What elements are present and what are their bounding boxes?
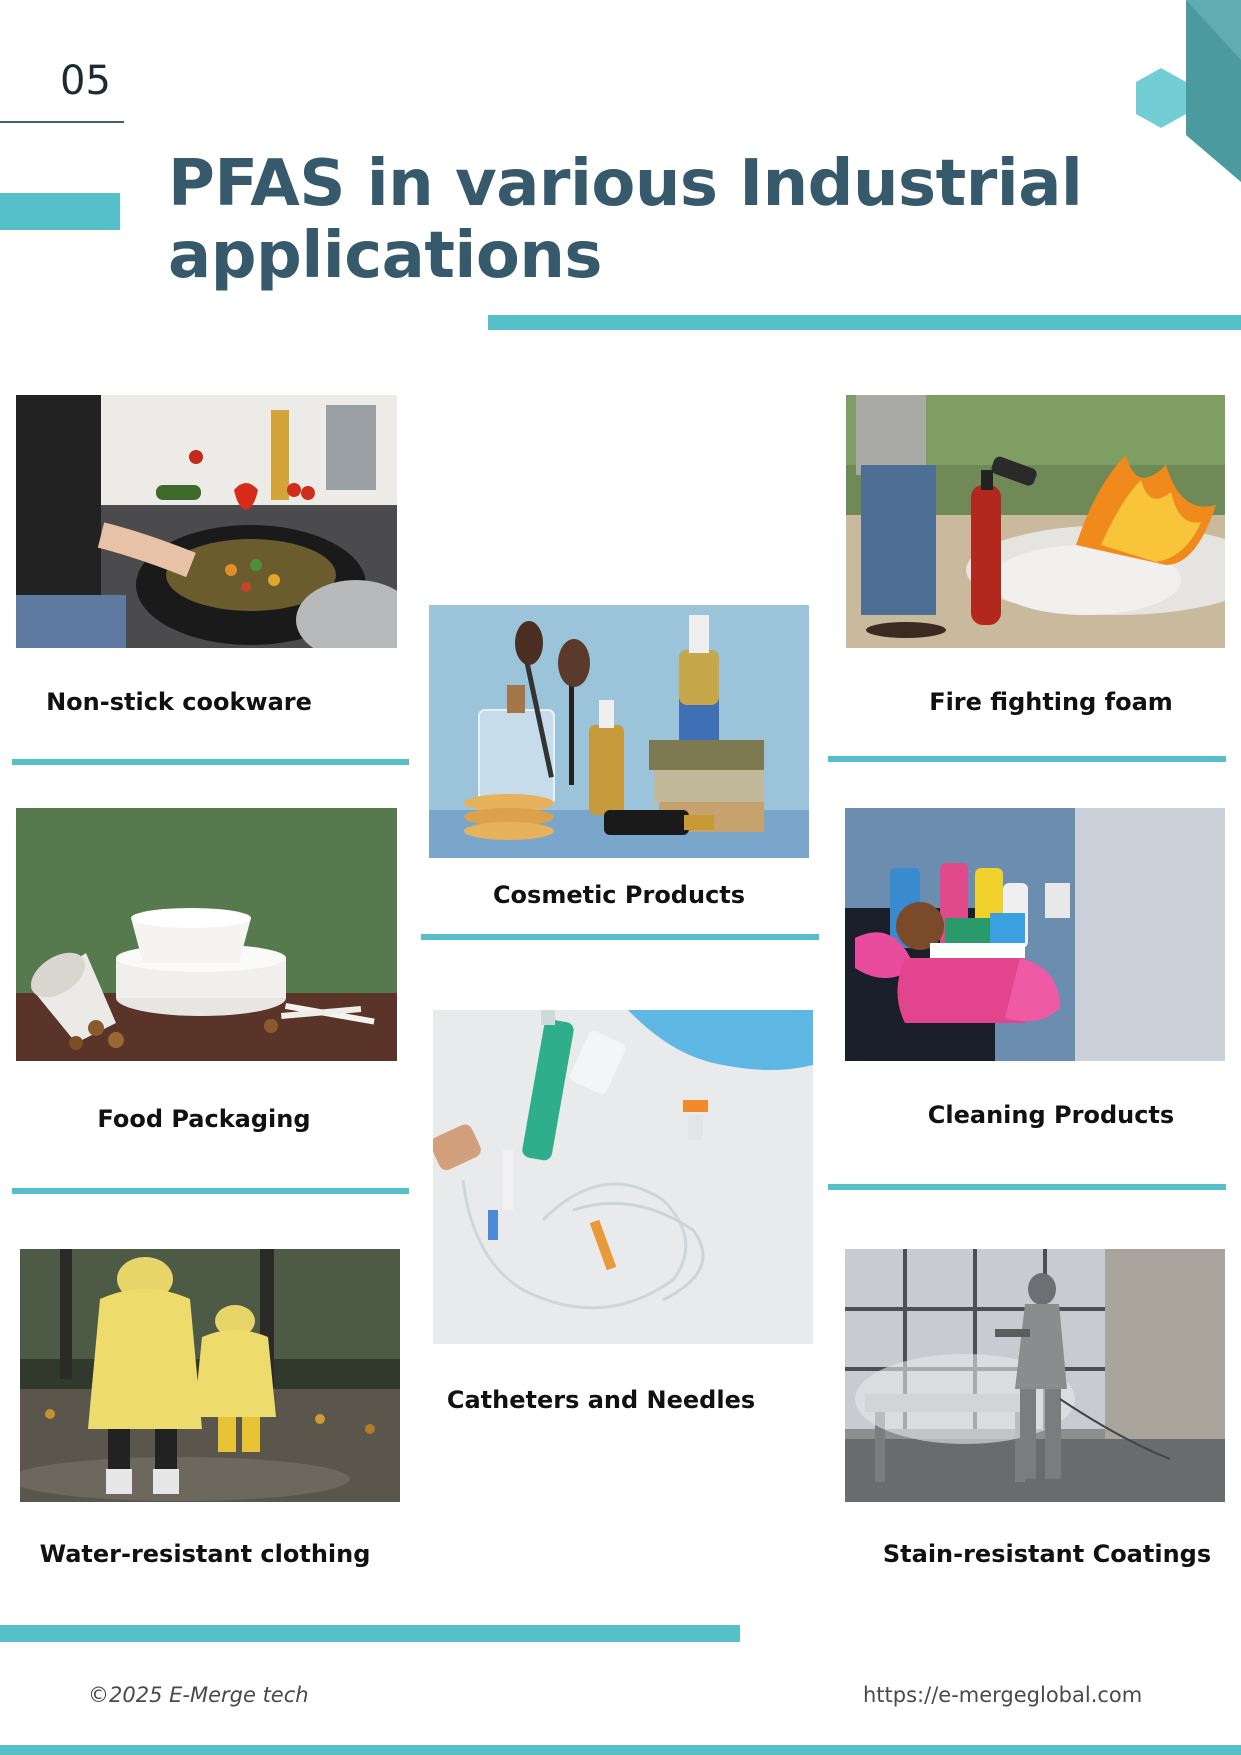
caption-cleaning-products: Cleaning Products — [927, 1101, 1175, 1129]
rule-cleaning-products — [828, 1184, 1226, 1190]
medical-supplies-photo — [433, 1010, 813, 1344]
rule-non-stick-cookware — [12, 759, 409, 765]
page-number-divider — [0, 121, 124, 123]
caption-stain-resistant-coatings: Stain-resistant Coatings — [882, 1540, 1212, 1568]
cosmetics-photo — [429, 605, 809, 858]
disposable-tableware-photo — [16, 808, 397, 1061]
footer-website-link[interactable]: https://e-mergeglobal.com — [863, 1683, 1143, 1707]
frying-pan-photo — [16, 395, 397, 648]
rule-cosmetic-products — [421, 934, 819, 940]
caption-catheters-and-needles: Catheters and Needles — [446, 1386, 756, 1414]
raincoat-children-photo — [20, 1249, 400, 1502]
fire-extinguisher-photo — [846, 395, 1225, 648]
title-accent-bar — [0, 193, 120, 230]
caption-food-packaging: Food Packaging — [97, 1105, 311, 1133]
cleaning-supplies-photo — [845, 808, 1225, 1061]
bottom-accent-bar — [0, 1745, 1241, 1755]
caption-water-resistant-clothing: Water-resistant clothing — [39, 1540, 371, 1568]
title-underline — [488, 315, 1241, 330]
title-line-1: PFAS in various Industrial — [168, 147, 1083, 221]
page-title — [168, 148, 1108, 292]
footer-accent-bar — [0, 1625, 740, 1642]
title-line-2: applications — [168, 219, 602, 293]
rule-fire-fighting-foam — [828, 756, 1226, 762]
caption-fire-fighting-foam: Fire fighting foam — [929, 688, 1173, 716]
caption-non-stick-cookware: Non-stick cookware — [46, 688, 312, 716]
rule-food-packaging — [12, 1188, 409, 1194]
footer-copyright: ©2025 E-Merge tech — [88, 1683, 309, 1707]
page-number: 05 — [60, 58, 111, 104]
caption-cosmetic-products: Cosmetic Products — [492, 881, 746, 909]
spray-coating-worker-photo — [845, 1249, 1225, 1502]
